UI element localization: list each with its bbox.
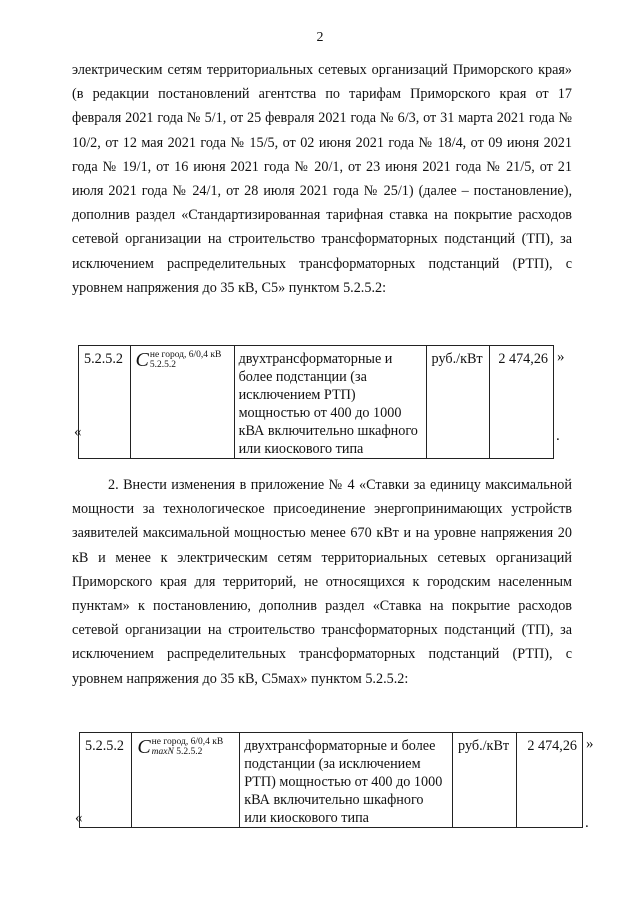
close-quote: » bbox=[586, 736, 594, 752]
rate-symbol bbox=[132, 733, 240, 828]
symbol-subscript: 5.2.5.2 bbox=[173, 747, 203, 757]
symbol-superscript: не город, 6/0,4 кВ bbox=[151, 737, 224, 747]
item-value: 2 474,26 bbox=[517, 733, 583, 828]
symbol-subscript: 5.2.5.2 bbox=[149, 360, 176, 370]
item-value: 2 474,26 bbox=[490, 346, 554, 459]
item-unit: руб./кВт bbox=[426, 346, 490, 459]
trailing-dot: . bbox=[585, 815, 589, 831]
paragraph-1: электрическим сетям территориальных сетевых организаций Приморского края» (в редакции постановлений агентства по тарифам Приморского края от 17 февраля 2021 года № 5/1, от 25 февраля 2021 года № 6/3, от 31 марта 2021 года № 10/2, от 12 мая 2021 года № 15/5, от 02 июня 2021 года № 18/4, от 09 июня 2021 года № 19/1, от 16 июня 2021 года № 20/1, от 23 июня 2021 года № 21/5, от 21 июля 2021 года № 24/1, от 28 июля 2021 года № 25/1) (далее – постановление), дополнив раздел «Стандартизированная тарифная ставка на покрытие расходов сетевой организации на строительство трансформаторных подстанций (ТП), за исключением распределительных трансформаторных подстанций (РТП), с уровнем напряжения до 35 кВ, С5» пунктом 5.2.5.2: bbox=[72, 62, 572, 296]
page-number: 2 bbox=[316, 30, 324, 45]
open-quote: « bbox=[74, 424, 82, 440]
symbol-letter: C bbox=[137, 736, 151, 758]
rate-table-1 bbox=[78, 345, 554, 459]
item-code: 5.2.5.2 bbox=[79, 346, 131, 459]
item-code: 5.2.5.2 bbox=[80, 733, 132, 828]
item-unit: руб./кВт bbox=[453, 733, 517, 828]
trailing-dot: . bbox=[556, 428, 560, 444]
close-quote: » bbox=[557, 349, 565, 365]
symbol-superscript: не город, 6/0,4 кВ bbox=[149, 350, 222, 360]
symbol-subscript-italic: maxN bbox=[151, 747, 174, 757]
table-row bbox=[80, 733, 583, 828]
item-description: двухтрансформаторные и более подстанции (за исключением РТП) мощностью от 400 до 1000 кВА включительно шкафного или киоскового типа bbox=[240, 733, 453, 828]
open-quote: « bbox=[75, 810, 83, 826]
rate-table-2 bbox=[79, 732, 583, 828]
paragraph-2: 2. Внести изменения в приложение № 4 «Ставки за единицу максимальной мощности за технологическое присоединение энергопринимающих устройств заявителей максимальной мощностью менее 670 кВт и на уровне напряжения 20 кВ и менее к электрическим сетям территориальных сетевых организаций Приморского края для территорий, не относящихся к городским населенным пунктам» к постановлению, дополнив раздел «Ставка на покрытие расходов сетевой организации на строительство трансформаторных подстанций (ТП), за исключением распределительных трансформаторных подстанций (РТП), с уровнем напряжения до 35 кВ, С5мах» пунктом 5.2.5.2: bbox=[72, 477, 572, 687]
rate-symbol bbox=[130, 346, 234, 459]
item-description: двухтрансформаторные и более подстанции (за исключением РТП) мощностью от 400 до 1000 кВА включительно шкафного или киоскового типа bbox=[234, 346, 426, 459]
table-row bbox=[79, 346, 554, 459]
symbol-letter: C bbox=[135, 349, 149, 371]
